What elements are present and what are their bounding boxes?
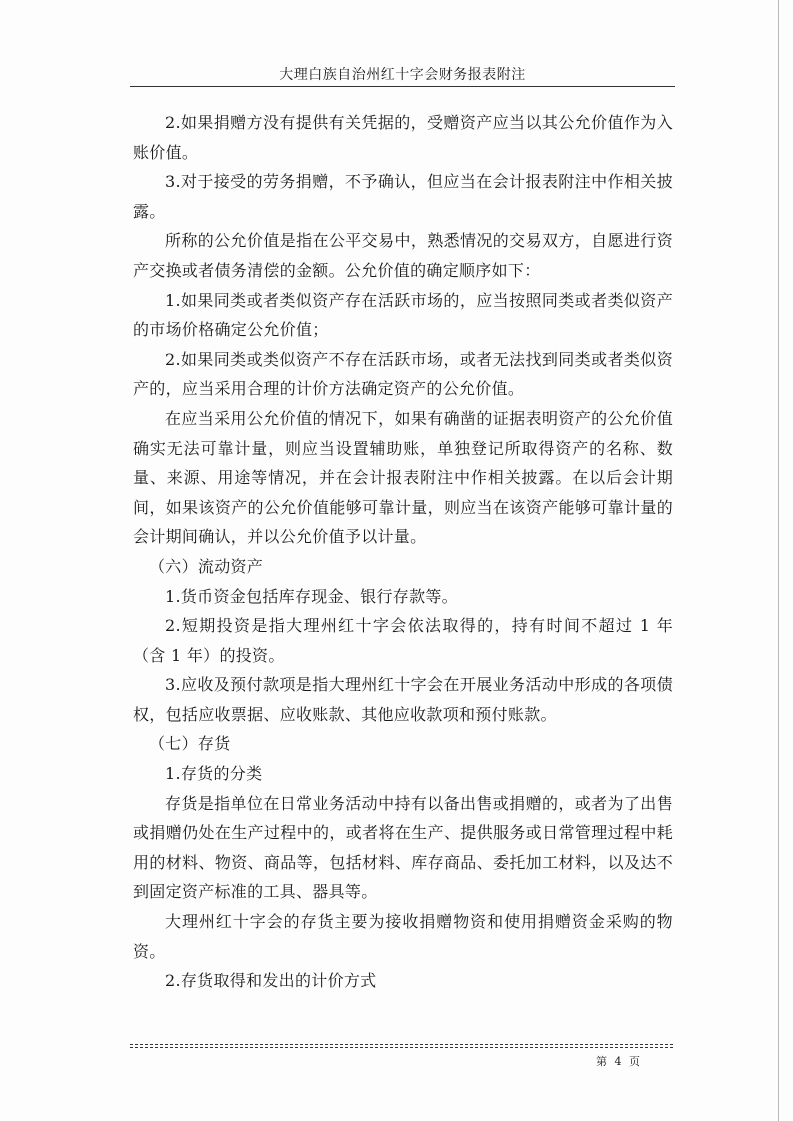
- section-heading: （六）流动资产: [149, 556, 264, 576]
- paragraph: 3.应收及预付款项是指大理州红十字会在开展业务活动中形成的各项债权，包括应收票据、应收账款、其他应收款项和预付账款。: [133, 675, 673, 724]
- document-body: [133, 108, 673, 996]
- scan-edge-line: [778, 0, 779, 1121]
- footer-divider: [130, 1047, 673, 1048]
- paragraph: 1.存货的分类: [165, 764, 263, 784]
- paragraph: 3.对于接受的劳务捐赠，不予确认，但应当在会计报表附注中作相关披露。: [133, 172, 673, 221]
- paragraph: 大理州红十字会的存货主要为接收捐赠物资和使用捐赠资金采购的物资。: [133, 912, 673, 961]
- paragraph: 2.短期投资是指大理州红十字会依法取得的，持有时间不超过 1 年（含 1 年）的投资。: [133, 616, 673, 665]
- footer-divider: [130, 1044, 673, 1045]
- paragraph: 2.如果捐赠方没有提供有关凭据的，受赠资产应当以其公允价值作为入账价值。: [133, 113, 673, 162]
- paragraph: 2.存货取得和发出的计价方式: [165, 971, 377, 991]
- page-number: 第 4 页: [596, 1055, 642, 1068]
- header-title: 大理白族自治州红十字会财务报表附注: [279, 67, 526, 83]
- paragraph: 所称的公允价值是指在公平交易中，熟悉情况的交易双方，自愿进行资产交换或者债务清偿的金额。公允价值的确定顺序如下：: [133, 231, 673, 280]
- paragraph: 1.货币资金包括库存现金、银行存款等。: [165, 586, 458, 606]
- paragraph: 在应当采用公允价值的情况下，如果有确凿的证据表明资产的公允价值确实无法可靠计量，则应当设置辅助账，单独登记所取得资产的名称、数量、来源、用途等情况，并在会计报表附注中作相关披露。在以后会计期间，如果该资产的公允价值能够可靠计量，则应当在该资产能够可靠计量的会计期间确认，并以公允价值予以计量。: [133, 408, 673, 547]
- section-heading: （七）存货: [149, 734, 231, 754]
- paragraph: 1.如果同类或者类似资产存在活跃市场的，应当按照同类或者类似资产的市场价格确定公允价值；: [133, 290, 673, 340]
- paragraph: 存货是指单位在日常业务活动中持有以备出售或捐赠的，或者为了出售或捐赠仍处在生产过程中的，或者将在生产、提供服务或日常管理过程中耗用的材料、物资、商品等，包括材料、库存商品、委托加工材料，以及达不到固定资产标准的工具、器具等。: [133, 793, 673, 902]
- paragraph: 2.如果同类或类似资产不存在活跃市场，或者无法找到同类或者类似资产的，应当采用合理的计价方法确定资产的公允价值。: [133, 349, 673, 399]
- page-header: [130, 58, 675, 87]
